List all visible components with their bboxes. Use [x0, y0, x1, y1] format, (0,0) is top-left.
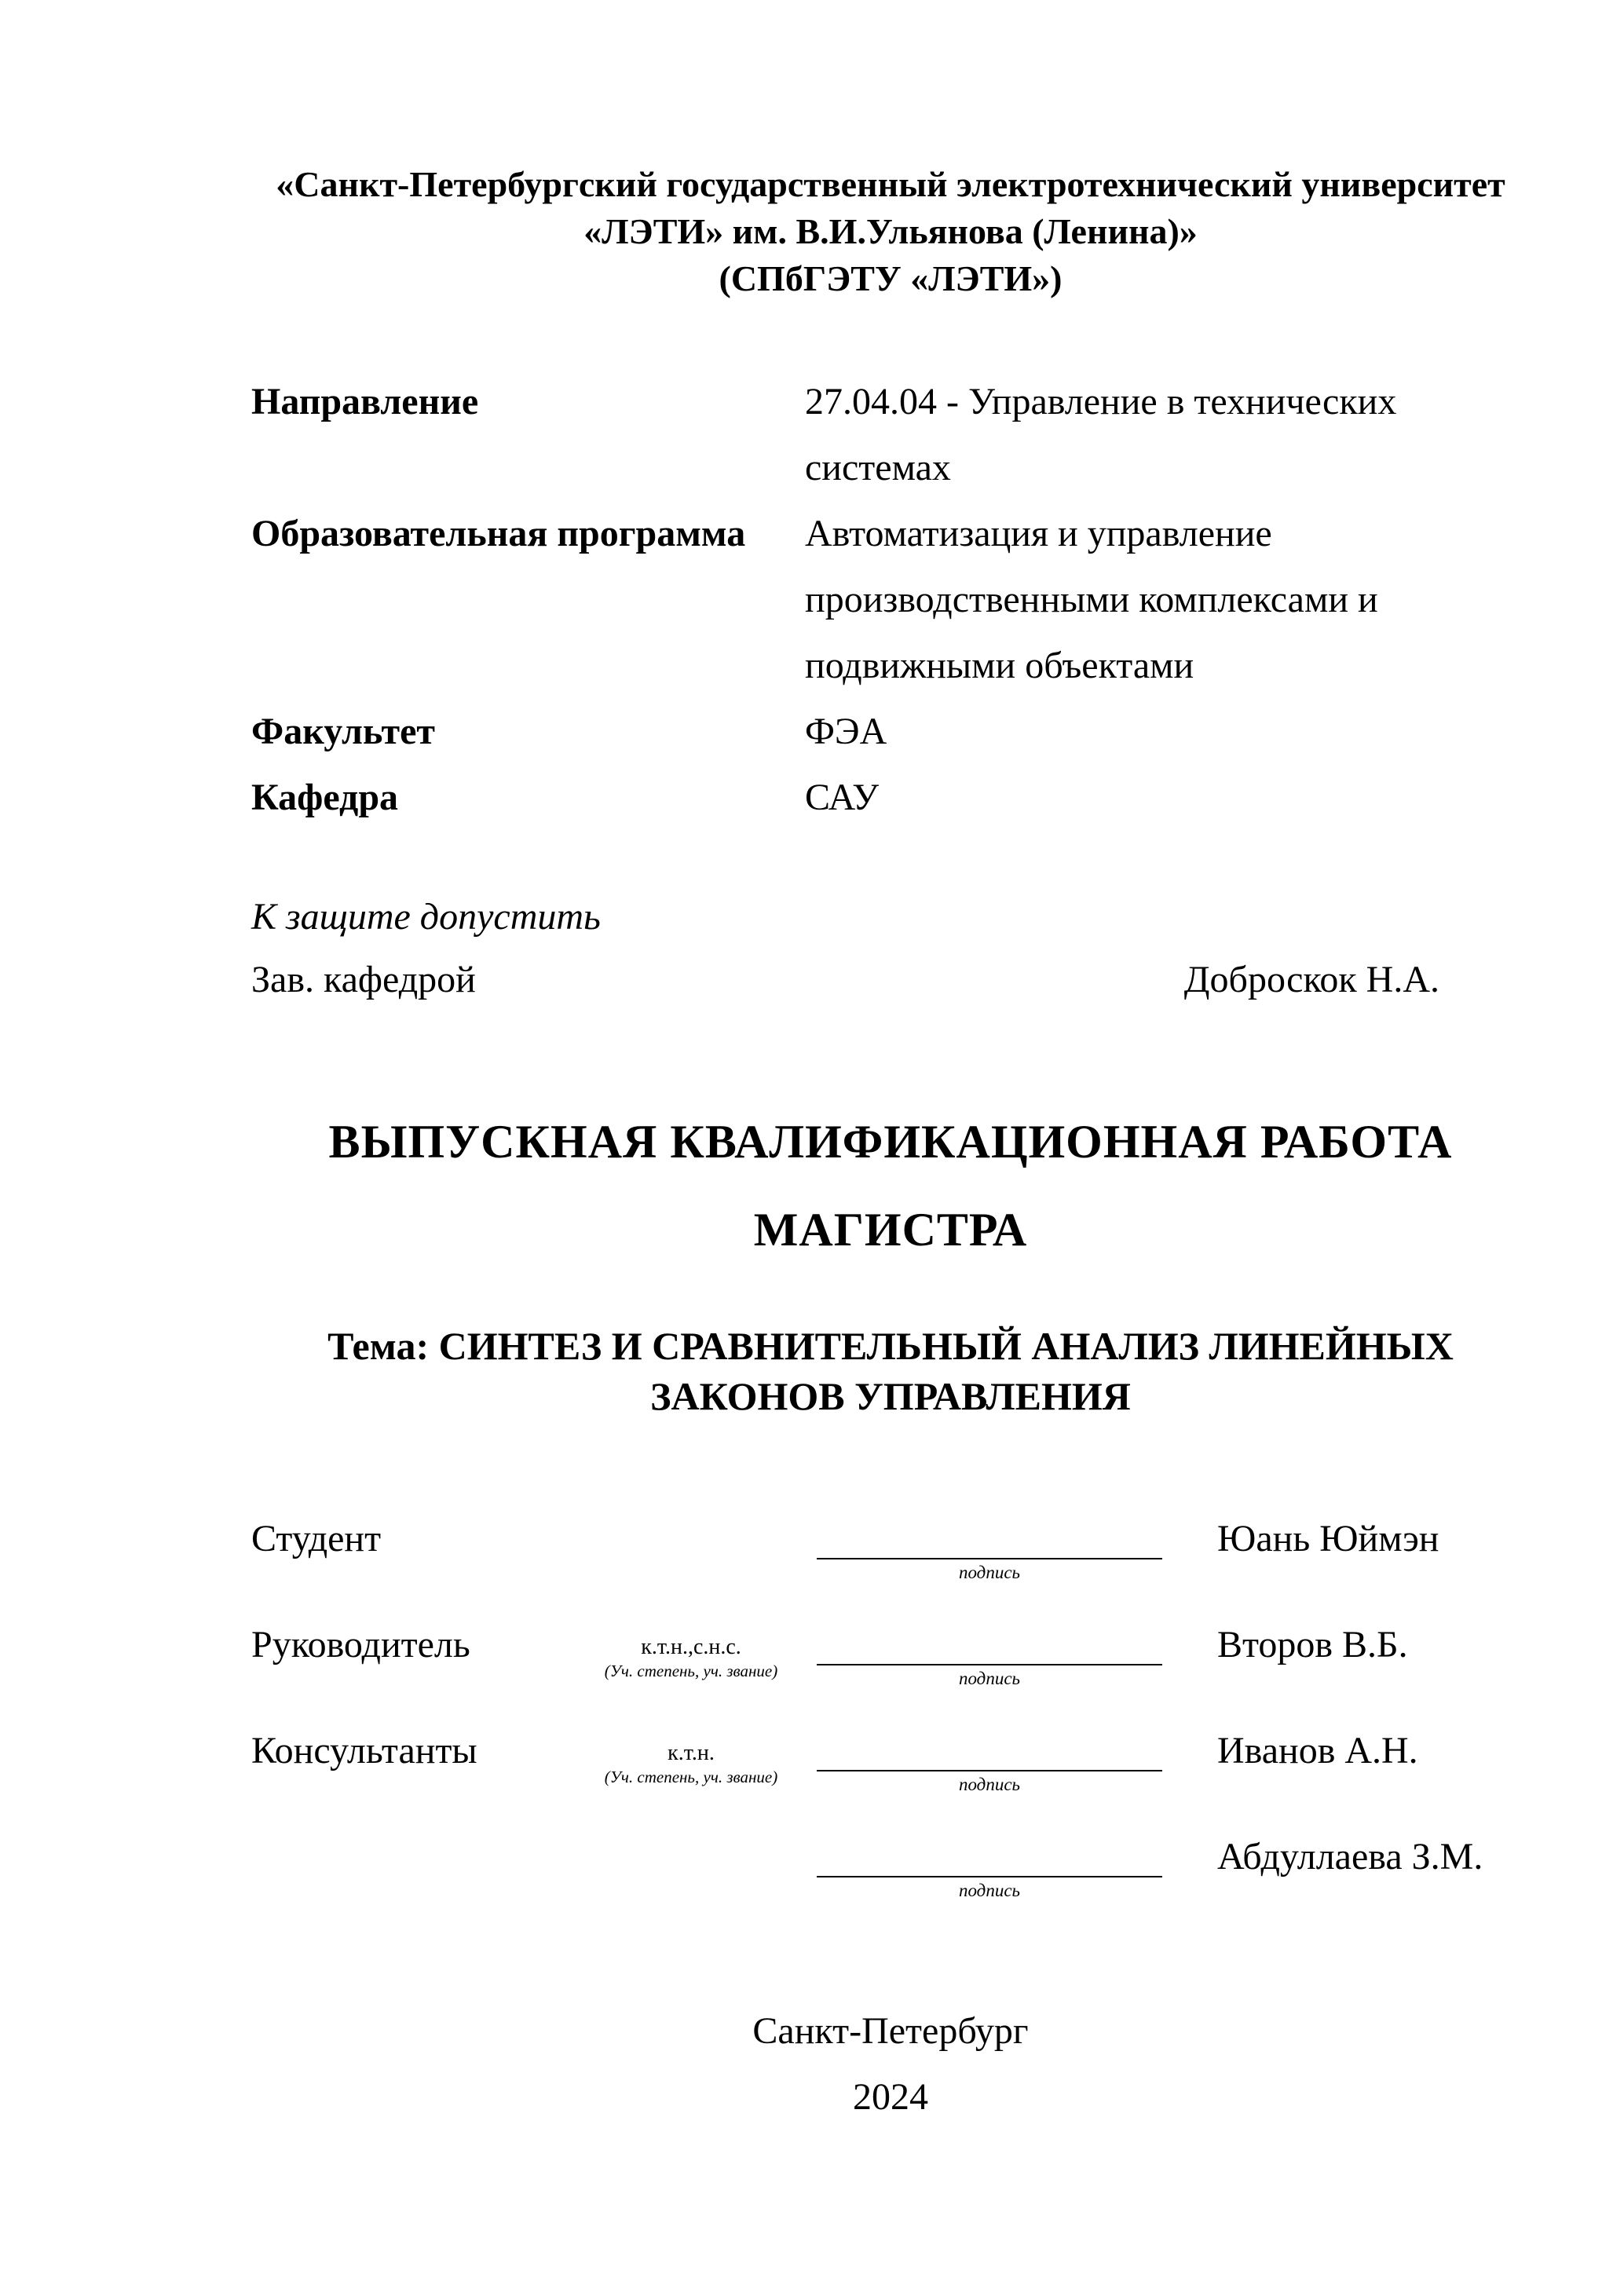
signature-caption: подпись [958, 1881, 1020, 1900]
degree-note: (Уч. степень, уч. звание) [604, 1662, 778, 1680]
signature-row-consultant-1 [251, 1727, 1530, 1798]
info-value: ФЭА [805, 711, 887, 752]
info-row-direction [251, 369, 1530, 501]
role-label: Руководитель [251, 1624, 470, 1665]
department-head-name: Доброскок Н.А. [1183, 959, 1439, 1000]
degree-block [565, 1834, 817, 1846]
university-header [251, 161, 1530, 302]
degree-label: к.т.н. [668, 1741, 715, 1765]
signature-row-supervisor [251, 1621, 1530, 1692]
signature-line-block [817, 1727, 1162, 1798]
signature-line [817, 1727, 1162, 1771]
info-label: Кафедра [251, 777, 399, 818]
degree-block [565, 1515, 817, 1528]
signature-caption: подпись [958, 1669, 1020, 1688]
signature-line [817, 1621, 1162, 1665]
info-value: САУ [805, 777, 880, 818]
info-row-department [251, 765, 1530, 831]
department-head-row [251, 949, 1530, 1011]
info-value: Автоматизация и управление производственными комплексами и подвижными объектами [805, 513, 1378, 686]
thesis-topic [278, 1321, 1503, 1421]
signature-line-block [817, 1834, 1162, 1904]
topic-text: СИНТЕЗ И СРАВНИТЕЛЬНЫЙ АНАЛИЗ ЛИНЕЙНЫХ ЗАКОНОВ УПРАВЛЕНИЯ [438, 1324, 1454, 1418]
degree-note: (Уч. степень, уч. звание) [604, 1768, 778, 1786]
degree-block [565, 1621, 817, 1681]
university-name-line1: «Санкт-Петербургский государственный электротехнический университет [276, 164, 1505, 204]
signature-caption: подпись [958, 1563, 1020, 1582]
admission-note: К защите допустить [251, 896, 601, 938]
admission-block [251, 886, 1530, 1011]
signature-row-student [251, 1515, 1530, 1586]
degree-label: к.т.н.,с.н.с. [641, 1635, 741, 1659]
signature-line-block [817, 1515, 1162, 1586]
thesis-title-line2: МАГИСТРА [753, 1204, 1028, 1256]
signature-line [817, 1515, 1162, 1559]
signee-name: Юань Юймэн [1217, 1518, 1439, 1559]
signature-line-block [817, 1621, 1162, 1692]
info-label: Направление [251, 381, 479, 422]
signee-name: Абдуллаева З.М. [1217, 1836, 1483, 1877]
signature-line [817, 1834, 1162, 1877]
footer [251, 1998, 1530, 2130]
info-row-program [251, 501, 1530, 699]
role-label: Консультанты [251, 1730, 477, 1771]
footer-year: 2024 [853, 2076, 928, 2118]
signee-name: Иванов А.Н. [1217, 1730, 1418, 1771]
degree-block [565, 1727, 817, 1787]
info-label: Факультет [251, 711, 435, 752]
footer-city: Санкт-Петербург [752, 2010, 1029, 2052]
university-name-line2: «ЛЭТИ» им. В.И.Ульянова (Ленина)» [583, 211, 1198, 251]
topic-prefix: Тема: [327, 1324, 430, 1368]
department-head-label: Зав. кафедрой [251, 959, 476, 1000]
signature-caption: подпись [958, 1775, 1020, 1794]
role-label: Студент [251, 1518, 382, 1559]
signature-row-consultant-2 [251, 1834, 1530, 1904]
thesis-title [251, 1098, 1530, 1274]
info-row-faculty [251, 699, 1530, 765]
info-value: 27.04.04 - Управление в технических системах [805, 381, 1397, 488]
university-name-line3: (СПбГЭТУ «ЛЭТИ») [719, 258, 1063, 298]
info-label: Образовательная программа [251, 513, 746, 554]
program-info-table [251, 369, 1530, 831]
signee-name: Второв В.Б. [1217, 1624, 1408, 1665]
thesis-title-line1: ВЫПУСКНАЯ КВАЛИФИКАЦИОННАЯ РАБОТА [328, 1116, 1453, 1168]
signatures-section [251, 1515, 1530, 1904]
